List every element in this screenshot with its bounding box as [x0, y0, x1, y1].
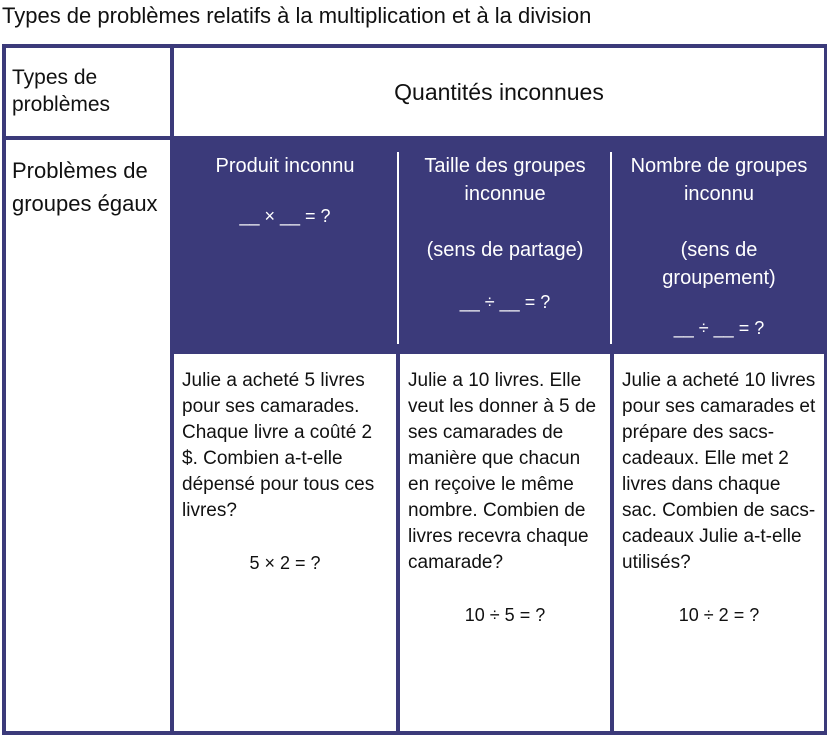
problem-text: Julie a acheté 10 livres pour ses camarades et prépare des sacs-cadeaux. Elle met 2 livres dans chaque sac. Combien de sacs-cadeaux Julie a-t-elle utilisés?: [622, 370, 816, 573]
column-header-number-of-groups-unknown: [614, 140, 824, 350]
column-header-unknown-product: [174, 140, 396, 350]
column-divider: [397, 152, 399, 344]
column-header-group-size-unknown: [400, 140, 610, 350]
unknown-quantities-header: Quantités inconnues: [174, 48, 824, 136]
problem-text: Julie a acheté 5 livres pour ses camarades. Chaque livre a coûté 2 $. Combien a-t-elle dépensé pour tous ces livres?: [182, 370, 375, 521]
column-name: Produit inconnu: [215, 155, 355, 177]
problem-types-table: [2, 44, 827, 735]
column-name: Nombre de groupes inconnu: [630, 155, 808, 205]
problem-text: Julie a 10 livres. Elle veut les donner à 5 de ses camarades de manière que chacun en reçoive le même nombre. Combien de livres recevra chaque camarade?: [408, 370, 597, 573]
types-header-cell: Types de problèmes: [6, 48, 170, 136]
problem-cell-unknown-product: [174, 354, 396, 731]
column-equation: __ ÷ __ = ?: [673, 318, 765, 338]
column-name: Taille des groupes inconnue: [424, 155, 586, 205]
equal-groups-row-label: Problèmes de groupes égaux: [6, 140, 170, 731]
problem-equation: 10 ÷ 5 = ?: [464, 605, 546, 625]
problem-equation: 10 ÷ 2 = ?: [678, 605, 760, 625]
page-title: Types de problèmes relatifs à la multiplication et à la division: [2, 3, 592, 28]
column-subtitle: (sens de partage): [426, 239, 584, 261]
column-subtitle: (sens de groupement): [662, 239, 776, 289]
problem-cell-group-size-unknown: [400, 354, 610, 731]
column-equation: __ ÷ __ = ?: [459, 292, 551, 312]
column-equation: __ × __ = ?: [239, 206, 331, 226]
problem-equation: 5 × 2 = ?: [249, 553, 321, 573]
problem-cell-number-of-groups-unknown: [614, 354, 824, 731]
column-divider: [610, 152, 612, 344]
